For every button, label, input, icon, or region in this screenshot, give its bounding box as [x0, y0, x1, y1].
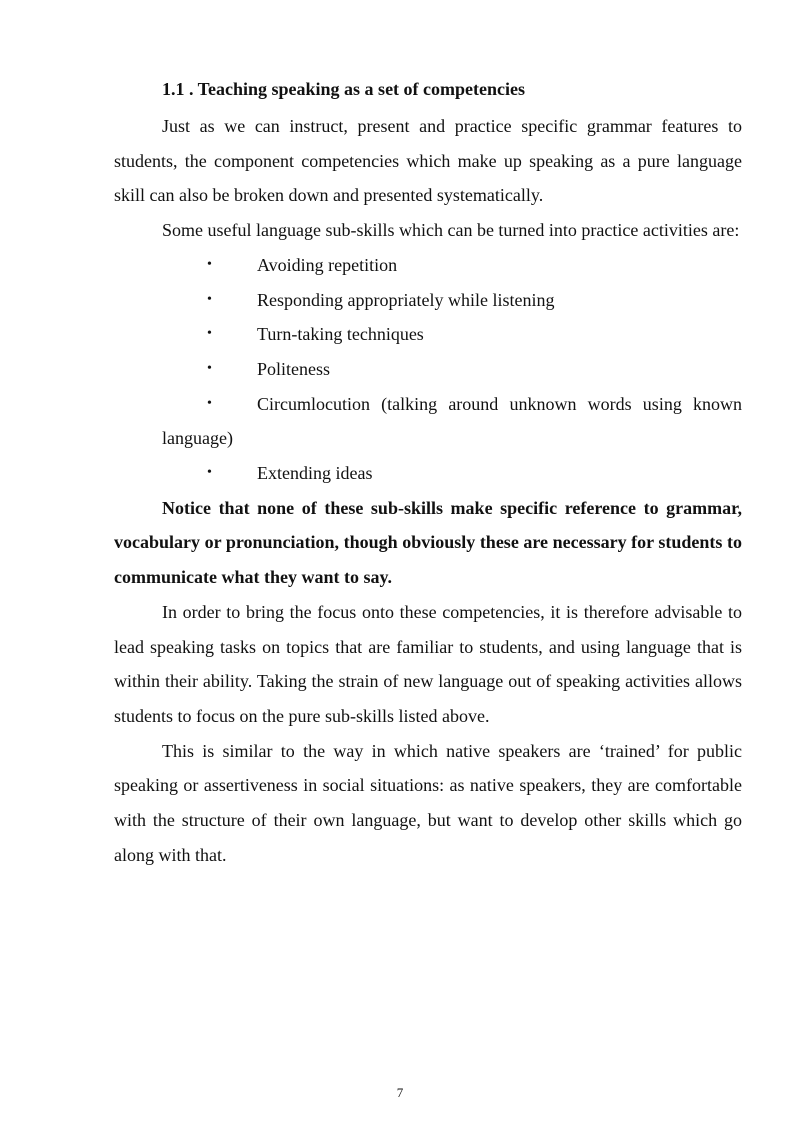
bullet-icon: • [207, 256, 212, 272]
page-number: 7 [396, 1085, 404, 1100]
list-item [207, 456, 742, 491]
focus-paragraph: In order to bring the focus onto these competencies, it is therefore advisable to lead speaking tasks on topics that are familiar to students, and using language that is within their ability. Taking the strain of new language out of speaking activities allows students to focus on the pure sub-skills listed above. [114, 601, 742, 726]
list-item [207, 352, 742, 387]
subskills-lead-paragraph: Some useful language sub-skills which can be turned into practice activities are: [162, 220, 740, 241]
bullet-icon: • [207, 465, 212, 481]
list-item-text: Avoiding repetition [257, 254, 398, 275]
list-item-text: Responding appropriately while listening [257, 289, 555, 310]
list-item [207, 283, 742, 318]
document-page [114, 74, 742, 872]
list-item-text: Extending ideas [257, 463, 373, 484]
subskills-list [114, 248, 742, 491]
bullet-icon: • [207, 326, 212, 342]
list-item [207, 317, 742, 352]
list-item [207, 248, 742, 283]
notice-paragraph: Notice that none of these sub-skills make specific reference to grammar, vocabulary or pronunciation, though obviously these are necessary for students to communicate what they want to say. [114, 497, 742, 588]
bullet-icon: • [207, 360, 212, 376]
list-item-text: Politeness [257, 358, 331, 379]
bullet-icon: • [207, 291, 212, 307]
native-speakers-paragraph: This is similar to the way in which native speakers are ‘trained’ for public speaking or assertiveness in social situations: as native speakers, they are comfortable with the structure of their own language, but want to develop other skills which go along with that. [114, 740, 742, 865]
list-item [162, 387, 742, 456]
section-heading: 1.1 . Teaching speaking as a set of competencies [162, 79, 526, 99]
bullet-icon: • [207, 395, 212, 411]
list-item-text: Turn-taking techniques [257, 324, 424, 345]
list-item-text: Circumlocution (talking around unknown words using known language) [162, 393, 742, 449]
intro-paragraph: Just as we can instruct, present and practice specific grammar features to students, the component competencies which make up speaking as a pure language skill can also be broken down and presented systematically. [114, 116, 742, 206]
